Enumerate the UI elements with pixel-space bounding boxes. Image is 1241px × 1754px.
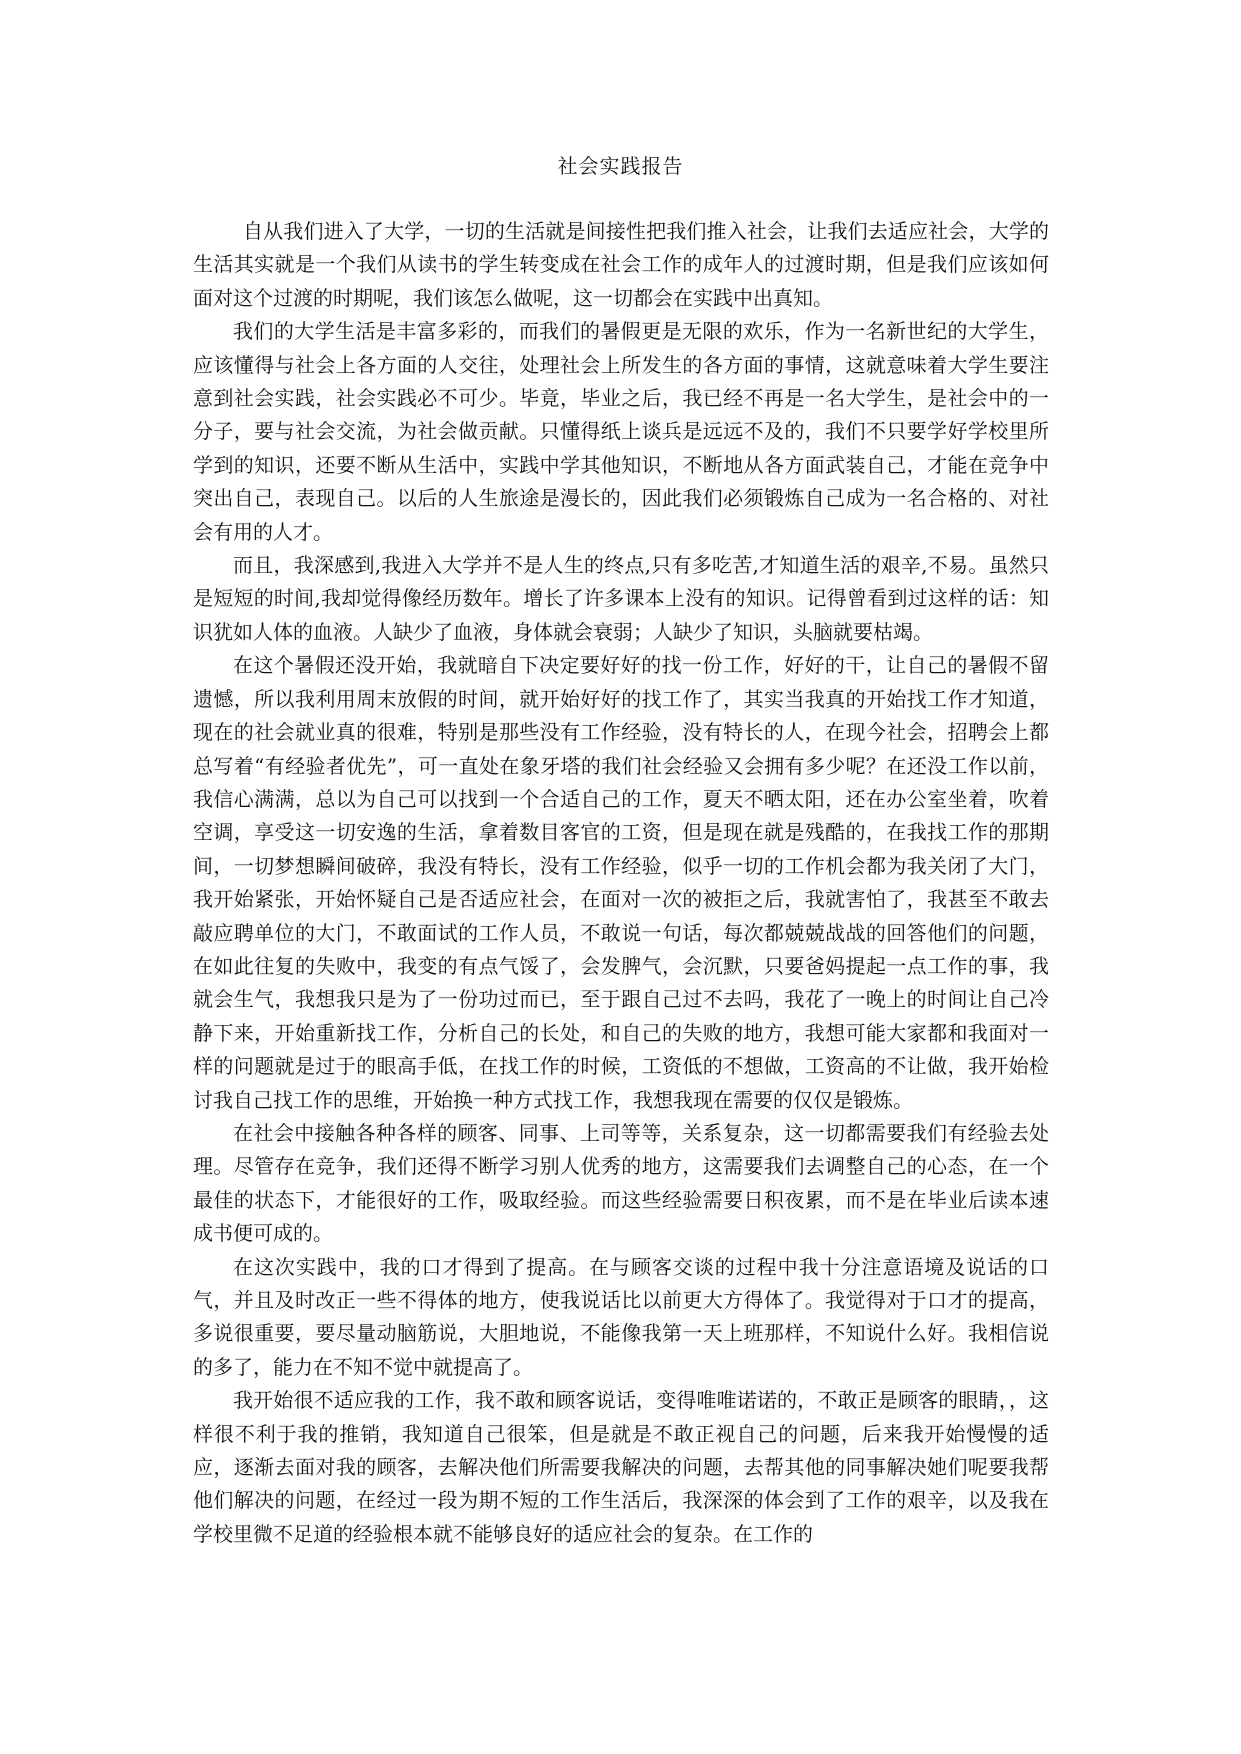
document-body <box>193 215 1049 1551</box>
paragraph: 我们的大学生活是丰富多彩的，而我们的暑假更是无限的欢乐，作为一名新世纪的大学生，应该懂得与社会上各方面的人交往，处理社会上所发生的各方面的事情，这就意味着大学生要注意到社会实践，社会实践必不可少。毕竟，毕业之后，我已经不再是一名大学生，是社会中的一分子，要与社会交流，为社会做贡献。只懂得纸上谈兵是远远不及的，我们不只要学好学校里所学到的知识，还要不断从生活中，实践中学其他知识，不断地从各方面武装自己，才能在竞争中突出自己，表现自己。以后的人生旅途是漫长的，因此我们必须锻炼自己成为一名合格的、对社会有用的人才。 <box>193 319 1049 544</box>
paragraph: 在这个暑假还没开始，我就暗自下决定要好好的找一份工作，好好的干，让自己的暑假不留遗憾，所以我利用周末放假的时间，就开始好好的找工作了，其实当我真的开始找工作才知道，现在的社会就业真的很难，特别是那些没有工作经验，没有特长的人，在现今社会，招聘会上都总写着“有经验者优先”，可一直处在象牙塔的我们社会经验又会拥有多少呢？在还没工作以前，我信心满满，总以为自己可以找到一个合适自己的工作，夏天不晒太阳，还在办公室坐着，吹着空调，享受这一切安逸的生活，拿着数目客官的工资，但是现在就是残酷的，在我找工作的那期间，一切梦想瞬间破碎，我没有特长，没有工作经验，似乎一切的工作机会都为我关闭了大门，我开始紧张，开始怀疑自己是否适应社会，在面对一次的被拒之后，我就害怕了，我甚至不敢去敲应聘单位的大门，不敢面试的工作人员，不敢说一句话，每次都兢兢战战的回答他们的问题，在如此往复的失败中，我变的有点气馁了，会发脾气，会沉默，只要爸妈提起一点工作的事，我就会生气，我想我只是为了一份功过而已，至于跟自己过不去吗，我花了一晚上的时间让自己冷静下来，开始重新找工作，分析自己的长处，和自己的失败的地方，我想可能大家都和我面对一样的问题就是过于的眼高手低，在找工作的时候，工资低的不想做，工资高的不让做，我开始检讨我自己找工作的思维，开始换一种方式找工作，我想我现在需要的仅仅是锻炼。 <box>193 653 1049 1112</box>
paragraph: 而且，我深感到,我进入大学并不是人生的终点,只有多吃苦,才知道生活的艰辛,不易。虽然只是短短的时间,我却觉得像经历数年。增长了许多课本上没有的知识。记得曾看到过这样的话：知识犹如人体的血液。人缺少了血液，身体就会衰弱；人缺少了知识，头脑就要枯竭。 <box>193 553 1049 644</box>
paragraph: 在社会中接触各种各样的顾客、同事、上司等等，关系复杂，这一切都需要我们有经验去处理。尽管存在竞争，我们还得不断学习别人优秀的地方，这需要我们去调整自己的心态，在一个最佳的状态下，才能很好的工作，吸取经验。而这些经验需要日积夜累，而不是在毕业后读本速成书便可成的。 <box>193 1120 1049 1246</box>
document-title: 社会实践报告 <box>557 154 684 178</box>
paragraph: 自从我们进入了大学，一切的生活就是间接性把我们推入社会，让我们去适应社会，大学的生活其实就是一个我们从读书的学生转变成在社会工作的成年人的过渡时期，但是我们应该如何面对这个过渡的时期呢，我们该怎么做呢，这一切都会在实践中出真知。 <box>193 219 1049 310</box>
paragraph: 在这次实践中，我的口才得到了提高。在与顾客交谈的过程中我十分注意语境及说话的口气，并且及时改正一些不得体的地方，使我说话比以前更大方得体了。我觉得对于口才的提高，多说很重要，要尽量动脑筋说，大胆地说，不能像我第一天上班那样，不知说什么好。我相信说的多了，能力在不知不觉中就提高了。 <box>193 1254 1049 1379</box>
paragraph: 我开始很不适应我的工作，我不敢和顾客说话，变得唯唯诺诺的，不敢正是顾客的眼睛，，这样很不利于我的推销，我知道自己很笨，但是就是不敢正视自己的问题，后来我开始慢慢的适应，逐渐去面对我的顾客，去解决他们所需要我解决的问题，去帮其他的同事解决她们呢要我帮他们解决的问题，在经过一段为期不短的工作生活后，我深深的体会到了工作的艰辛，以及我在学校里微不足道的经验根本就不能够良好的适应社会的复杂。在工作的 <box>193 1388 1049 1546</box>
